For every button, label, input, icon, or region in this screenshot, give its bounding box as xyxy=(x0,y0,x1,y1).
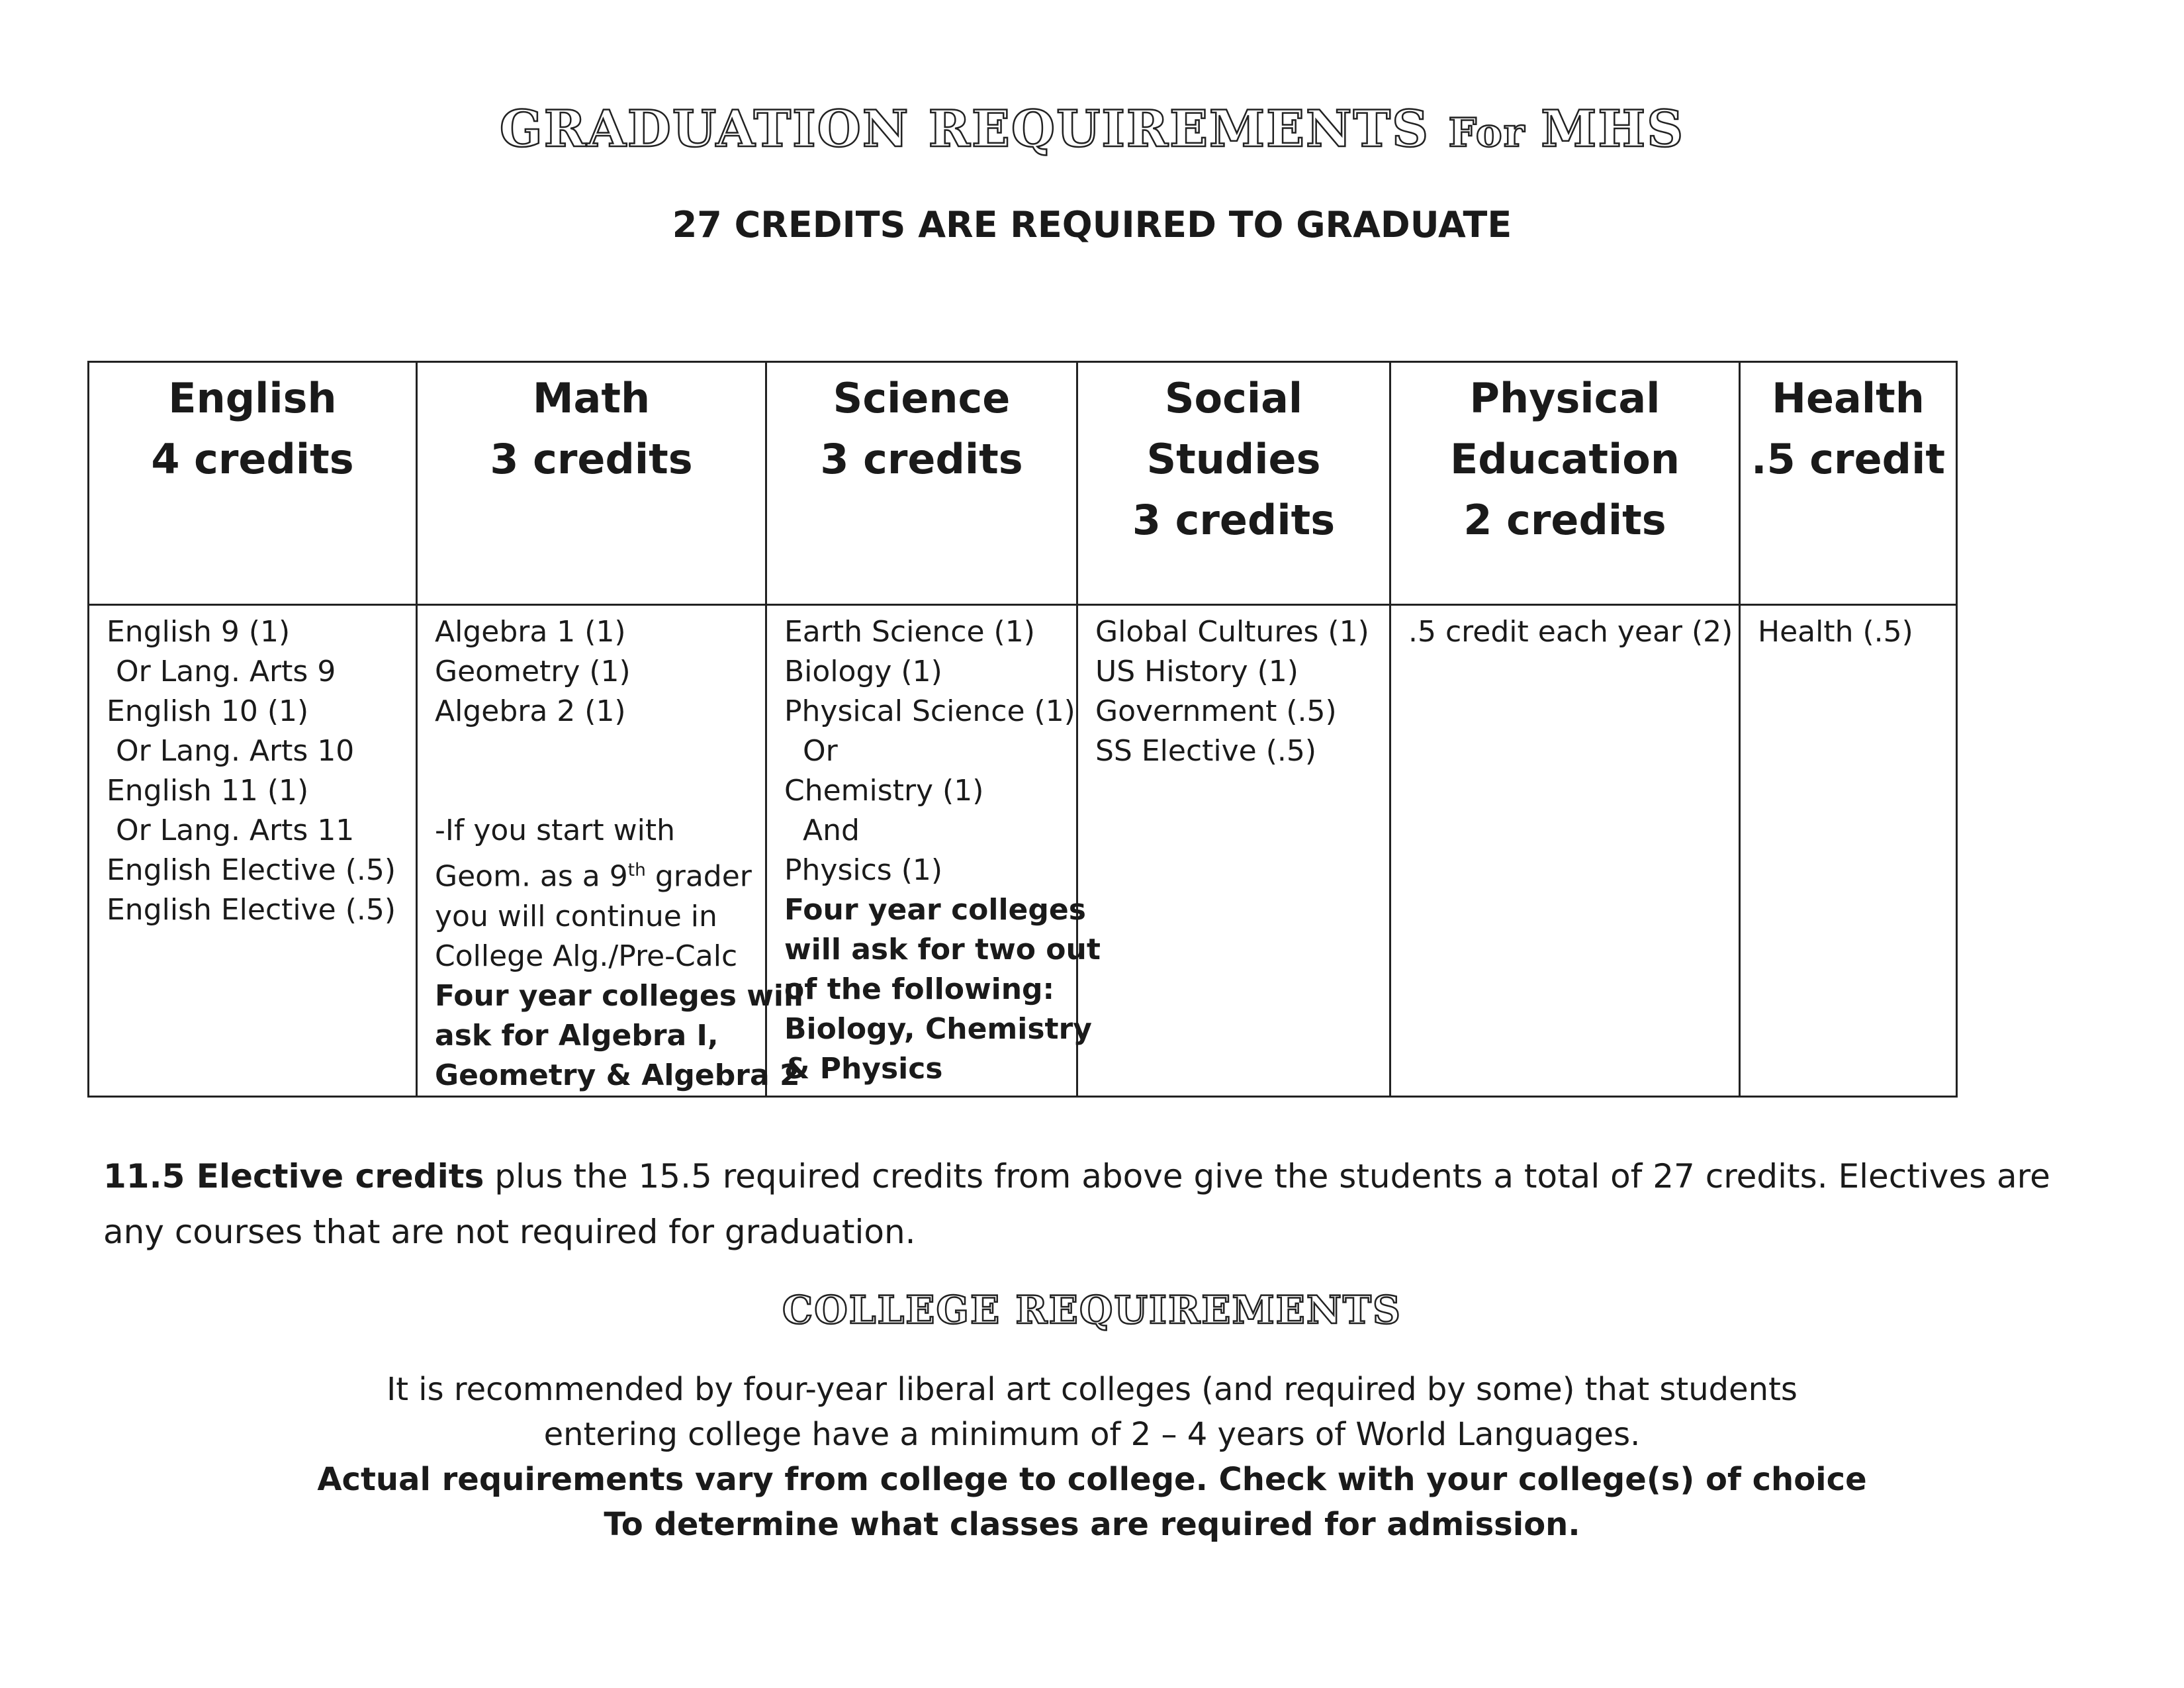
social-studies-courses-cell xyxy=(1077,605,1390,1097)
course-line: Geom. as a 9th grader xyxy=(435,859,752,894)
college-line: To determine what classes are required for admission. xyxy=(604,1506,1580,1543)
header-social-studies xyxy=(1077,362,1390,605)
college-line: entering college have a minimum of 2 – 4 years of World Languages. xyxy=(543,1416,1641,1453)
header-line: Health xyxy=(1772,374,1925,422)
header-health xyxy=(1740,362,1957,605)
header-line: Social xyxy=(1164,374,1303,422)
page-subtitle: 27 CREDITS ARE REQUIRED TO GRADUATE xyxy=(672,204,1512,246)
elective-credits-note xyxy=(103,1149,2102,1260)
header-line: 4 credits xyxy=(151,435,354,483)
math-courses-cell xyxy=(417,605,804,1097)
course-note-line: & Physics xyxy=(784,1052,943,1086)
course-line: Biology (1) xyxy=(784,655,942,688)
course-line: Or Lang. Arts 9 xyxy=(107,655,336,688)
course-note-line: Four year colleges will xyxy=(435,978,804,1013)
elective-rest: plus the 15.5 required credits from above give the students a total of 27 credits. Electives are any courses that are not required for graduation. xyxy=(103,1157,2050,1251)
college-requirements-text xyxy=(0,1367,2184,1547)
course-note-line: will ask for two out xyxy=(784,933,1101,966)
course-line: Physics (1) xyxy=(784,853,943,887)
header-line: Education xyxy=(1449,435,1680,483)
header-line: .5 credit xyxy=(1751,435,1945,483)
title-for: For xyxy=(1448,110,1541,156)
course-line: English 10 (1) xyxy=(107,694,309,728)
course-line: Physical Science (1) xyxy=(784,694,1075,728)
physical-education-courses-cell xyxy=(1390,605,1740,1097)
course-note-line: Geometry & Algebra 2 xyxy=(435,1058,800,1092)
course-line: US History (1) xyxy=(1095,655,1298,688)
course-line: English Elective (.5) xyxy=(107,853,396,887)
course-line: English 11 (1) xyxy=(107,774,309,808)
header-line: 3 credits xyxy=(1132,496,1336,544)
college-line: It is recommended by four-year liberal art colleges (and required by some) that students xyxy=(387,1371,1797,1408)
health-courses-cell xyxy=(1740,605,1957,1097)
header-line: Physical xyxy=(1469,374,1661,422)
course-line: English Elective (.5) xyxy=(107,893,396,927)
table-body-row xyxy=(89,605,1957,1097)
course-line: Global Cultures (1) xyxy=(1095,615,1369,649)
header-line: 3 credits xyxy=(490,435,693,483)
english-courses-cell xyxy=(89,605,417,1097)
table-header-row xyxy=(89,362,1957,605)
requirements-table xyxy=(87,361,1958,1098)
course-line: Or Lang. Arts 11 xyxy=(107,814,355,847)
course-line: Chemistry (1) xyxy=(784,774,984,808)
header-line: Studies xyxy=(1146,435,1321,483)
header-line: Math xyxy=(532,374,651,422)
course-line: Health (.5) xyxy=(1758,615,1913,649)
course-line: Or Lang. Arts 10 xyxy=(107,734,355,768)
science-courses-cell xyxy=(766,605,1101,1097)
course-note-line: ask for Algebra I, xyxy=(435,1018,719,1053)
page-title xyxy=(0,99,2184,158)
college-requirements-heading: COLLEGE REQUIREMENTS xyxy=(782,1288,1402,1333)
course-line: English 9 (1) xyxy=(107,615,291,649)
header-line: 3 credits xyxy=(820,435,1023,483)
header-line: Science xyxy=(833,374,1011,422)
header-science xyxy=(766,362,1077,605)
spacer xyxy=(435,731,765,811)
course-line: Earth Science (1) xyxy=(784,615,1035,649)
course-line: -If you start with xyxy=(435,814,675,847)
course-line: you will continue in xyxy=(435,899,717,933)
course-line: Algebra 2 (1) xyxy=(435,694,626,728)
elective-lead: 11.5 Elective credits xyxy=(103,1157,484,1196)
header-physical-education xyxy=(1390,362,1740,605)
title-main: GRADUATION REQUIREMENTS xyxy=(499,99,1449,158)
college-line: Actual requirements vary from college to college. Check with your college(s) of choice xyxy=(317,1461,1867,1498)
header-math xyxy=(417,362,766,605)
header-line: 2 credits xyxy=(1463,496,1666,544)
course-line: Or xyxy=(784,734,838,768)
course-line: Algebra 1 (1) xyxy=(435,615,626,649)
course-note-line: Four year colleges xyxy=(784,893,1086,927)
course-line: College Alg./Pre-Calc xyxy=(435,939,738,973)
header-line: English xyxy=(168,374,337,422)
course-note-line: Biology, Chemistry xyxy=(784,1012,1092,1046)
course-line: Government (.5) xyxy=(1095,694,1337,728)
header-english xyxy=(89,362,417,605)
title-school: MHS xyxy=(1541,99,1685,158)
course-line: Geometry (1) xyxy=(435,655,631,688)
course-line: SS Elective (.5) xyxy=(1095,734,1317,768)
course-line: .5 credit each year (2) xyxy=(1408,615,1733,649)
course-note-line: of the following: xyxy=(784,972,1055,1006)
course-line: And xyxy=(784,814,860,847)
